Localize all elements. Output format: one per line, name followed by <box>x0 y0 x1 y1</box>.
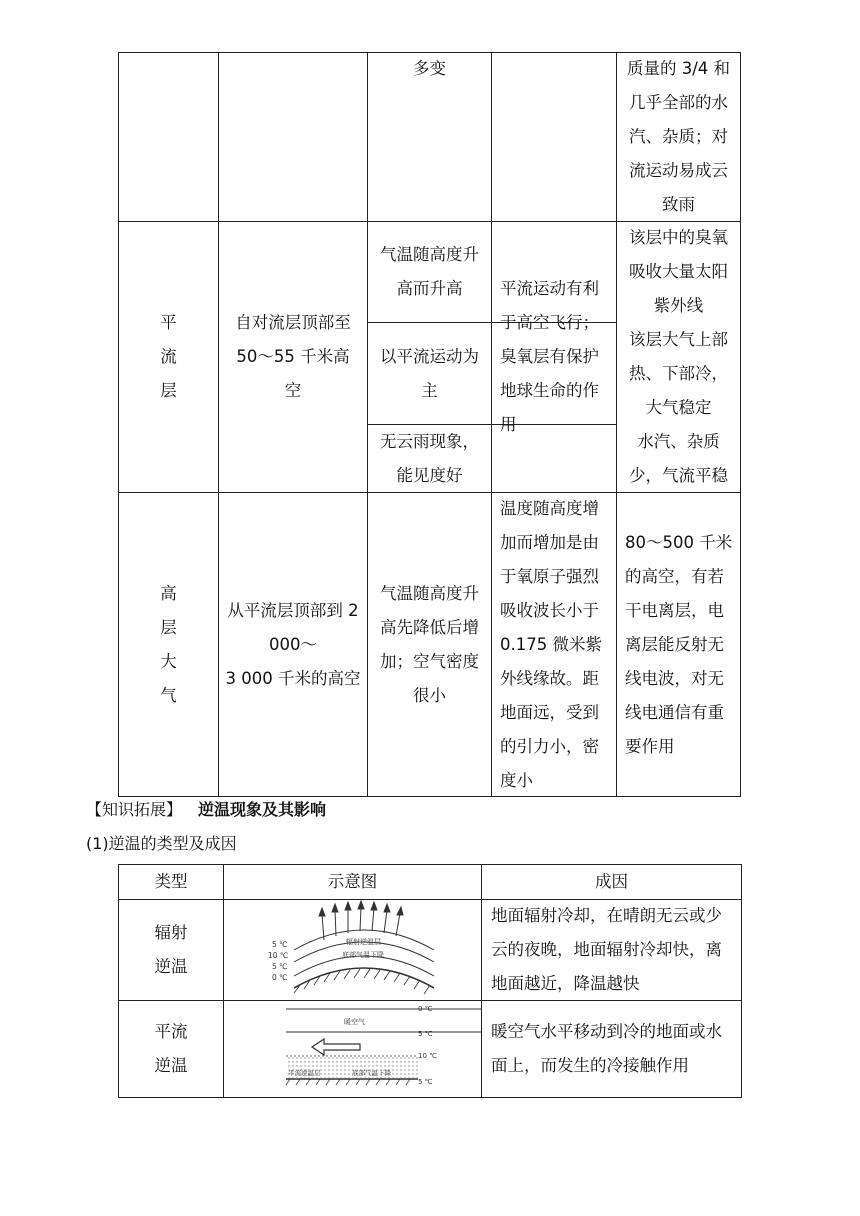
header-reason-label: 成因 <box>595 871 628 891</box>
troposphere-feature: 多变 <box>413 59 446 78</box>
section-subtitle: (1)逆温的类型及成因 <box>86 834 237 853</box>
header-diagram-label: 示意图 <box>327 871 378 891</box>
stratosphere-reason2: 该层大气上部热、下部冷，大气稳定 <box>629 329 728 417</box>
stratosphere-feature3-cell <box>368 425 491 492</box>
upper-atmosphere-name-cell <box>119 493 218 796</box>
upper-atmosphere-relation-cell <box>617 493 740 796</box>
rad-label-5: 底部气温下降 <box>342 951 384 959</box>
section-bracket-label: 【知识拓展】 <box>86 800 183 819</box>
stratosphere-height: 自对流层顶部至50～55 千米高空 <box>235 313 351 400</box>
rad-label-3: 0 ℃ <box>272 973 288 982</box>
upper-atmosphere-height: 从平流层顶部到 2 000～ 3 000 千米的高空 <box>225 600 361 688</box>
upper-atmosphere-height-cell <box>219 493 367 796</box>
radiation-inversion-svg <box>224 900 481 1000</box>
stratosphere-name-cell <box>119 222 218 492</box>
troposphere-reason: 质量的 3/4 和几乎全部的水汽、杂质；对流运动易成云致雨 <box>626 59 731 214</box>
advection-inversion-diagram <box>224 1001 481 1097</box>
troposphere-feature-cell <box>368 52 491 221</box>
stratosphere-reason1-cell <box>617 222 740 322</box>
stratosphere-feature2-cell <box>368 323 491 424</box>
upper-atmosphere-reason: 温度随高度增加而增加是由于氧原子强烈吸收波长小于 0.175 微米紫外线缘故。距地面远，受到的引力小，密度小 <box>500 498 602 790</box>
rad-label-0: 5 ℃ <box>272 940 288 949</box>
advection-inversion-reason-cell <box>482 1001 741 1097</box>
advection-inversion-label: 平流 逆温 <box>154 1022 188 1075</box>
stratosphere-relation: 平流运动有利于高空飞行；臭氧层有保护地球生命的作用 <box>500 279 599 434</box>
upper-atmosphere-feature-cell <box>368 493 491 796</box>
stratosphere-reason2-cell <box>617 323 740 424</box>
header-type <box>119 864 223 899</box>
stratosphere-reason1: 该层中的臭氧吸收大量太阳紫外线 <box>629 228 728 315</box>
stratosphere-feature1: 气温随高度升高而升高 <box>380 245 479 298</box>
adv-label-0: 0 ℃ <box>418 1005 433 1013</box>
advection-inversion-reason: 暖空气水平移动到冷的地面或水面上，而发生的冷接触作用 <box>491 1022 722 1075</box>
advection-inversion-svg <box>224 1001 481 1097</box>
troposphere-reason-cell <box>617 52 740 221</box>
radiation-inversion-label: 辐射 逆温 <box>154 923 188 976</box>
adv-label-3: 10 ℃ <box>418 1052 437 1060</box>
radiation-inversion-type <box>119 900 223 1000</box>
stratosphere-feature1-cell <box>368 222 491 322</box>
stratosphere-reason3-cell <box>617 425 740 492</box>
header-diagram <box>224 864 481 899</box>
upper-atmosphere-reason-cell <box>492 493 616 796</box>
section-heading <box>86 797 326 823</box>
radiation-inversion-reason: 地面辐射冷却，在晴朗无云或少云的夜晚，地面辐射冷却快，离地面越近，降温越快 <box>491 906 722 993</box>
stratosphere-feature2: 以平流运动为主 <box>380 346 479 400</box>
adv-label-4: 平流逆温层 <box>288 1069 321 1077</box>
rad-label-2: 5 ℃ <box>272 962 288 971</box>
header-type-label: 类型 <box>154 871 188 891</box>
adv-label-1: 暖空气 <box>344 1018 365 1026</box>
adv-label-6: 5 ℃ <box>418 1078 433 1086</box>
upper-atmosphere-name: 高 层 大 气 <box>160 583 177 705</box>
adv-label-5: 底部气温下降 <box>352 1069 391 1077</box>
radiation-inversion-diagram <box>224 900 481 1000</box>
inversion-types-table <box>118 864 742 1098</box>
section-title: 逆温现象及其影响 <box>198 800 327 819</box>
header-reason <box>482 864 741 899</box>
stratosphere-name: 平 流 层 <box>160 313 177 400</box>
stratosphere-height-cell <box>219 222 367 492</box>
upper-atmosphere-feature: 气温随高度升高先降低后增加；空气密度很小 <box>380 583 479 705</box>
atmosphere-layers-table <box>118 52 741 797</box>
advection-inversion-type <box>119 1001 223 1097</box>
stratosphere-feature3: 无云雨现象，能见度好 <box>380 431 479 485</box>
adv-label-2: 5 ℃ <box>418 1030 433 1038</box>
stratosphere-reason3: 水汽、杂质少，气流平稳 <box>629 431 728 485</box>
rad-label-1: 10 ℃ <box>268 951 289 960</box>
stratosphere-relation-cell <box>492 222 616 492</box>
upper-atmosphere-relation: 80～500 千米的高空，有若干电离层，电离层能反射无线电波，对无线电通信有重要作用 <box>625 532 733 756</box>
radiation-inversion-reason-cell <box>482 900 741 1000</box>
rad-label-4: 辐射逆温层 <box>346 938 381 946</box>
